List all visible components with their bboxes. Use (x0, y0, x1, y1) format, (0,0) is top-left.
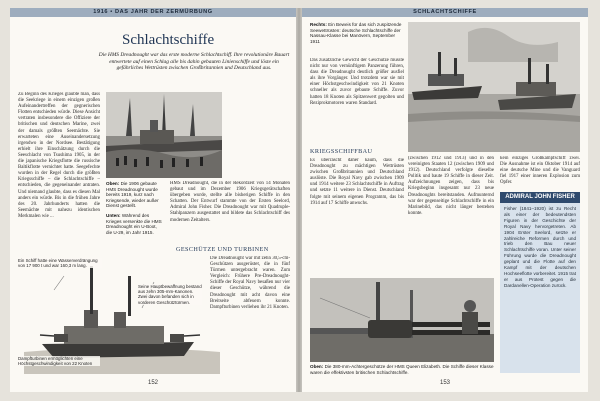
right-page (302, 8, 588, 392)
running-head-right: SCHLACHTSCHIFFE (302, 8, 588, 17)
body-column-1: Zu Beginn des Krieges glaubte man, dass die Seekriege in einem einzigen großen Aufeinandertreffen der gegnerischen Flotten entschieden würde. Diese Ansicht vertraten insbesondere die Offiziere der britischen und deutschen Marine, zwei der damals größten Seemächte. Sie erwarteten eine Auseinandersetzung irgendwo in der Nordsee. Bestätigung erhielt ihre Einschätzung durch die Seeschlacht von Tsushima 1905, in der die japanische Kriegsflotte die russische Baltikflotte vernichtet hatte. Seegefechte wurden in der Regel durch die größten Kriegsschiffe – die Schlachtschiffe – entschieden, die gegeneinander antraten. Und niemand glaubte, dass es diesen Mal anders ein würde. Bis in die frühen Jahre des 20. Jahrhunderts hatten die Seemächte mit nahezu identischen Merkmalen wie ... (18, 92, 100, 219)
caption-label: Rechts: (310, 22, 327, 27)
bottom-photo-caption (310, 364, 494, 378)
caption-text: Die 380-mm-Achtergeschütze der HMS Queen Elizabeth. Die Schiffe dieser Klasse waren die effektivsten britischen Schlachtschiffe. (310, 364, 494, 375)
nassau-class-fleet-photo (408, 22, 580, 152)
body-column-2: (zwischen 1912 und 1913) und in den vereinigten Staaten 12 (zwischen 1909 und 1912). Deutschland verfolgte dieselbe Politik und baute 19 Schiffe in dieser Zeit. Aufzeichnungen zeigen, dass bis Kriegsbeginn insgesamt nur 23 neue Dreadnoughts bereitstanden. Aufmunternd war der gegenseitige Schlachtschiffe in ein Marinebild, das nicht länger bestehen konnte. (408, 156, 494, 216)
dreadnought-harbor-photo (106, 92, 222, 178)
sidebar-box-text: Fisher (1841–1920) ist zu Recht als einer der bedeutendsten Figuren in der Geschichte der Royal Navy hervorgetreten. Ab 1904 Erster Seelord, setzte er zahlreiche Reformen durch und trieb den Bau neuer Schlachtschiffe voran. Unter seiner Führung wurde die Dreadnought geplant und die Flotte auf den Kampf mit der deutschen Hochseeflotte vorbereitet. 1915 trat er aus Protest gegen die Dardanellen-Operation zurück. (500, 203, 580, 373)
running-head-left: 1916 • DAS JAHR DER ZERMÜRBUNG (10, 8, 296, 17)
left-page (10, 8, 296, 392)
body-column-1: Das zusätzliche Gewicht der Geschütze musste nicht nur von vernünftigem Panzerung führen, dass die Dreadnought deutlich größer ausfiel als ihre Vorgänger. Und trotzdem war sie mit einer Höchstgeschwindigkeit von 21 Knoten schneller als zuvor gebaute Schiffe. Zuvor hatten 18 Knoten als Spitzenwert gegolten und Reziprokmotoren waren Standard. (310, 58, 404, 106)
body-column-1b: Es überrascht daher kaum, dass die Dreadnought zu mächtigen Wettrüsten zwischen Großbritannien und Deutschland auslöste. Die Royal Navy gab zwischen 1909 und 1914 weitere 23 Schlachtschiffe in Auftrag und setzte 11 weitere in Dienst. Deutschland folgte mit seinem eigenen Programm, das bis 1914 auf 17 Schiffe anwuchs. (310, 158, 404, 206)
sidebar-box-title: ADMIRAL JOHN FISHER (500, 192, 580, 203)
page-number-right: 153 (439, 380, 450, 386)
caption-text: Ein Beweis für das sich zuspitzende Seewettrüsten: deutsche Schlachtschiffe der Nassau-Klasse bei Manövern, September 1911 (310, 22, 402, 44)
photo-caption-bottom (106, 213, 164, 253)
caption-label: Oben: (310, 364, 324, 369)
subheading-shipbuilding: KRIEGSSCHIFFBAU (310, 148, 373, 155)
body-column-3: kein einziges Großkampfschiff zwei. Die Ausnahme ist ein Oktober 1914 auf eine deutsche Mine und die Vanguard fiel 1917 einer inneren Explosion zum Opfer. (500, 156, 580, 186)
callout-armament: Seine Hauptbewaffnung bestand aus zehn 305-mm-Kanonen. Zwei davon befanden sich in vorderen Geschütztürmen. (138, 284, 202, 305)
lede-paragraph: Die HMS Dreadnought war das erste moderne Schlachtschiff. Ihre revolutionäre Bauart entwertete auf einen Schlag alle bis dahin gebauten Linienschiffe und löste ein gefährliches Wettrüsten zwischen Großbritannien und Deutschland aus. (98, 52, 290, 72)
page-title: Schlachtschiffe (122, 32, 215, 48)
body-column-3: HMS Dreadnought, die in der Rekordzeit von 14 Monaten gebaut und im Dezember 1906 Kriegsgerätschaften übergeben wurde, stellte alle bisherigen Schiffe in den Schatten. Der Entwurf stammte von der Ersten Seelord, Admiral John Fisher. Die Dreadnought war mit Quadruple-Stahlpanzern ausgestattet und bildete das Schlachtschiff des modernen Zeitalters. (170, 181, 290, 223)
caption-label: Unten: (106, 213, 121, 218)
caption-text: Die 1906 gebaute HMS Dreadnought wurde bereits 1919, kurz nach Kriegsende, wieder außer Dienst gestellt. (106, 181, 159, 209)
page-number-left: 152 (147, 380, 158, 386)
caption-text: Während des Krieges versenkte die HMS Dreadnought ein U-Boot, die U-29, im Jahr 1915. (106, 213, 162, 235)
top-photo-caption (310, 22, 404, 56)
callout-displacement: Ein Schiff hatte eine Wasserverdrängung von 17 900 t und war 160,3 m lang. (18, 258, 102, 268)
caption-label: Oben: (106, 181, 120, 186)
body-column-3b: Die Dreadnought war mit zehn 30,5-cm-Geschützen ausgerüstet, die in fünf Türmen untergebracht waren. Zum Vergleich: Frühere Pre-Dreadnought-Schiffe der Royal Navy besaßen nur vier dieser Geschütze, während die Dreadnought mit acht davon eine Breitseite abfeuern konnte. Dampfturbinen verliehen ihr 21 Knoten. (210, 256, 290, 310)
callout-turbines: Dampfturbinen ermöglichten eine Höchstgeschwindigkeit von 22 Knoten (18, 356, 100, 366)
queen-elizabeth-guns-photo (310, 278, 494, 362)
subheading-guns: GESCHÜTZE UND TURBINEN (176, 246, 269, 253)
